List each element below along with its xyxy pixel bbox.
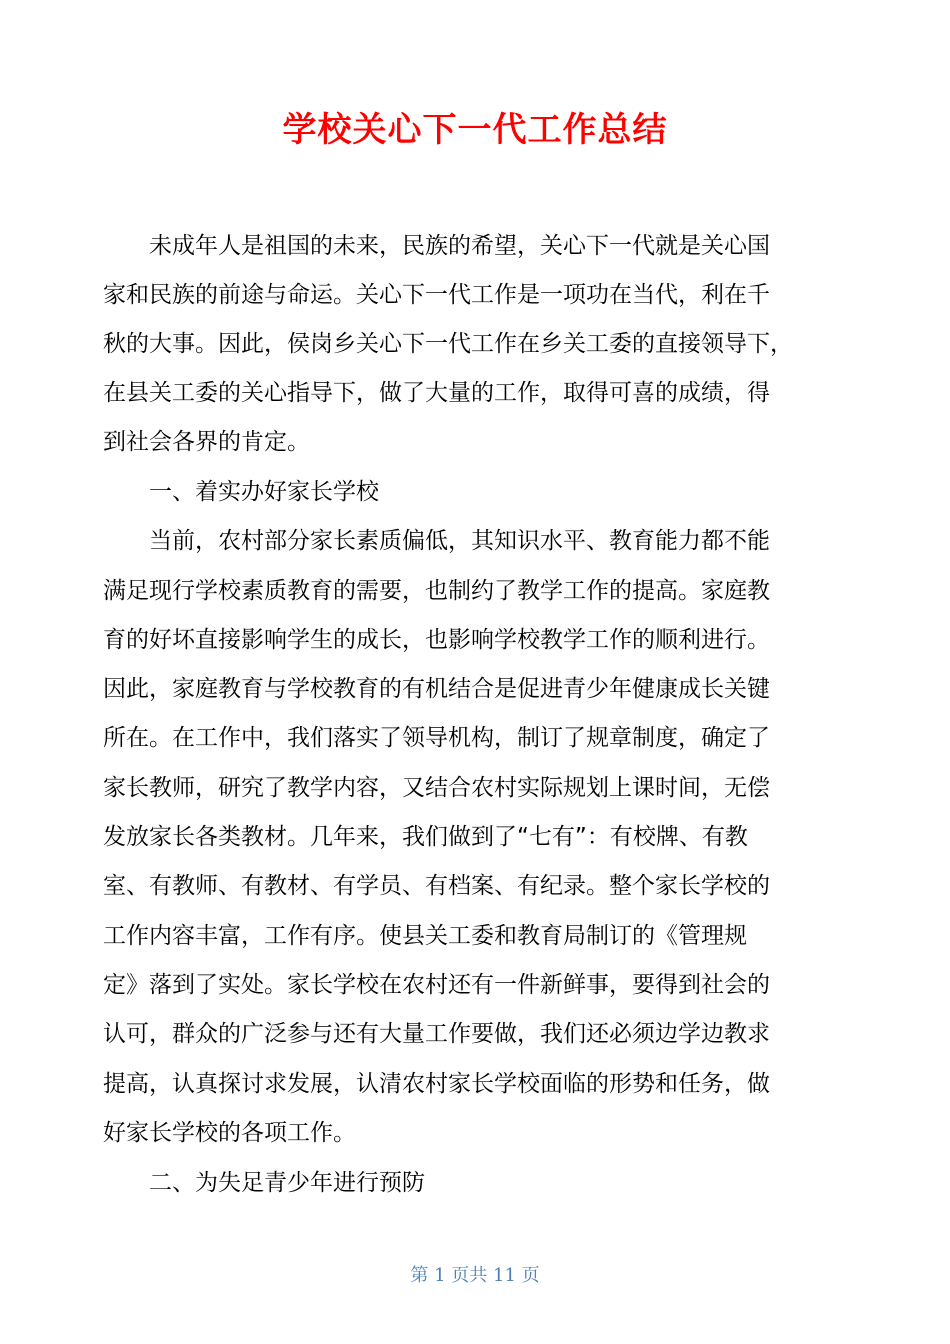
text-line: 定》落到了实处。家长学校在农村还有一件新鲜事，要得到社会的 bbox=[103, 972, 770, 998]
text-line: 未成年人是祖国的未来，民族的希望，关心下一代就是关心国 bbox=[103, 233, 770, 259]
text-line: 当前，农村部分家长素质偏低，其知识水平、教育能力都不能 bbox=[103, 528, 770, 554]
text-line: 满足现行学校素质教育的需要，也制约了教学工作的提高。家庭教 bbox=[103, 578, 770, 604]
text-line: 提高，认真探讨求发展，认清农村家长学校面临的形势和任务，做 bbox=[103, 1071, 770, 1097]
text-line: 室、有教师、有教材、有学员、有档案、有纪录。整个家长学校的 bbox=[103, 873, 770, 899]
section-heading: 二、为失足青少年进行预防 bbox=[103, 1170, 425, 1196]
page-number-footer: 第 1 页共 11 页 bbox=[410, 1265, 540, 1286]
section-heading: 一、着实办好家长学校 bbox=[103, 479, 379, 505]
text-line: 育的好坏直接影响学生的成长，也影响学校教学工作的顺利进行。 bbox=[103, 627, 770, 653]
text-line: 家和民族的前途与命运。关心下一代工作是一项功在当代，利在千 bbox=[103, 282, 770, 308]
text-line: 所在。在工作中，我们落实了领导机构，制订了规章制度，确定了 bbox=[103, 725, 770, 751]
text-line: 秋的大事。因此，侯岗乡关心下一代工作在乡关工委的直接领导下， bbox=[103, 331, 793, 357]
text-line: 好家长学校的各项工作。 bbox=[103, 1120, 356, 1146]
text-line: 到社会各界的肯定。 bbox=[103, 429, 310, 455]
text-line: 因此，家庭教育与学校教育的有机结合是促进青少年健康成长关键 bbox=[103, 676, 770, 702]
text-line: 工作内容丰富，工作有序。使县关工委和教育局制订的《管理规 bbox=[103, 923, 747, 949]
text-line: 发放家长各类教材。几年来，我们做到了“七有”：有校牌、有教 bbox=[103, 824, 748, 850]
text-line: 家长教师，研究了教学内容，又结合农村实际规划上课时间，无偿 bbox=[103, 775, 770, 801]
text-line: 认可，群众的广泛参与还有大量工作要做，我们还必须边学边教求 bbox=[103, 1021, 770, 1047]
text-line: 在县关工委的关心指导下，做了大量的工作，取得可喜的成绩，得 bbox=[103, 380, 770, 406]
document-title: 学校关心下一代工作总结 bbox=[282, 110, 668, 150]
